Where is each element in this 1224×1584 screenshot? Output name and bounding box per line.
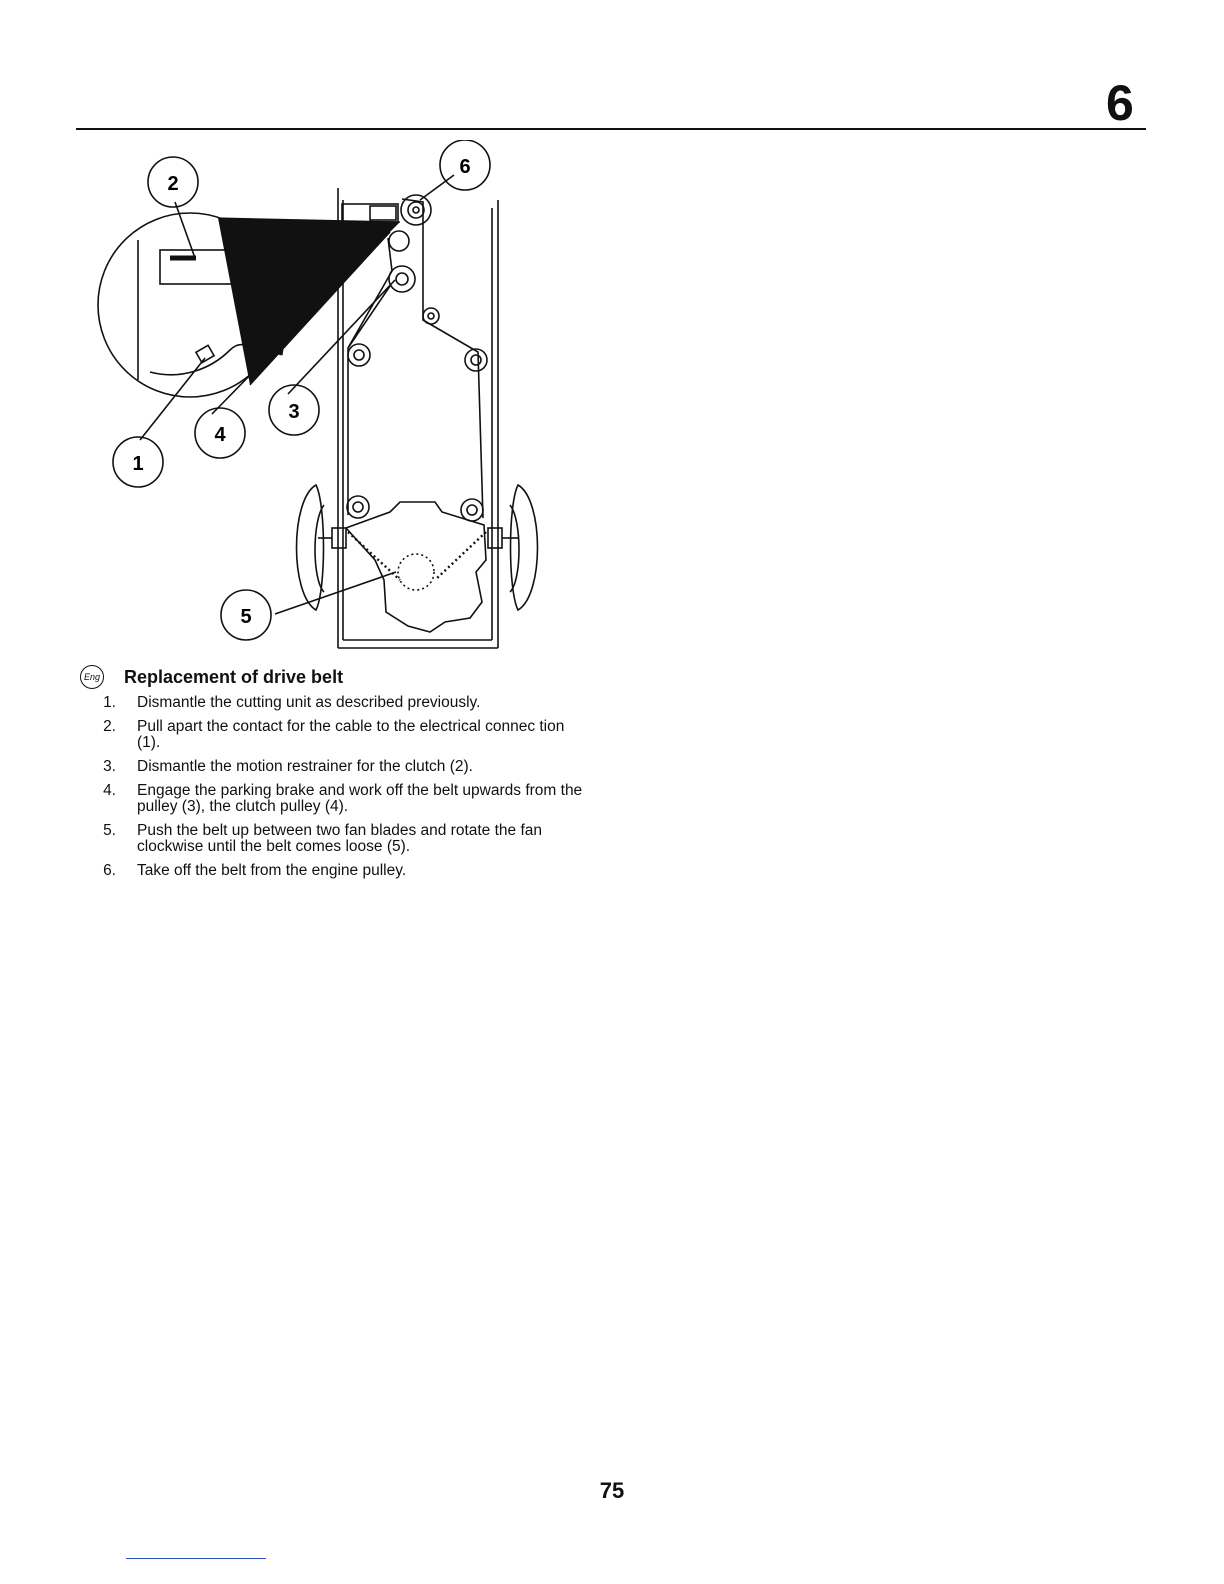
callout-6: 6 bbox=[459, 156, 471, 178]
chapter-rule bbox=[76, 128, 1146, 130]
list-item: 1. Dismantle the cutting unit as described previously. bbox=[103, 694, 481, 711]
step-list bbox=[80, 695, 600, 879]
procedure-section bbox=[80, 663, 600, 887]
page-number: 75 bbox=[599, 1478, 625, 1503]
callout-1: 1 bbox=[132, 453, 144, 475]
list-item: 5. Push the belt up between two fan blades and rotate the fan clockwise until the belt comes loose (5). bbox=[103, 822, 543, 855]
list-item: 3. Dismantle the motion restrainer for the clutch (2). bbox=[103, 758, 473, 775]
callout-5: 5 bbox=[240, 606, 252, 628]
callout-3: 3 bbox=[288, 401, 300, 423]
callout-4: 4 bbox=[214, 424, 226, 446]
list-item: 2. Pull apart the contact for the cable to the electrical connec tion (1). bbox=[103, 718, 565, 751]
chapter-number: 6 bbox=[1106, 75, 1134, 131]
drive-belt-diagram bbox=[90, 140, 560, 660]
callout-2: 2 bbox=[167, 173, 179, 195]
section-title: Replacement of drive belt bbox=[124, 666, 344, 687]
list-item: 4. Engage the parking brake and work off the belt upwards from the pulley (3), the clutch pulley (4). bbox=[103, 782, 583, 815]
list-item: 6. Take off the belt from the engine pulley. bbox=[103, 862, 407, 879]
language-badge: Eng bbox=[80, 665, 104, 689]
footer-rule bbox=[126, 1558, 266, 1559]
section-heading bbox=[80, 663, 600, 691]
